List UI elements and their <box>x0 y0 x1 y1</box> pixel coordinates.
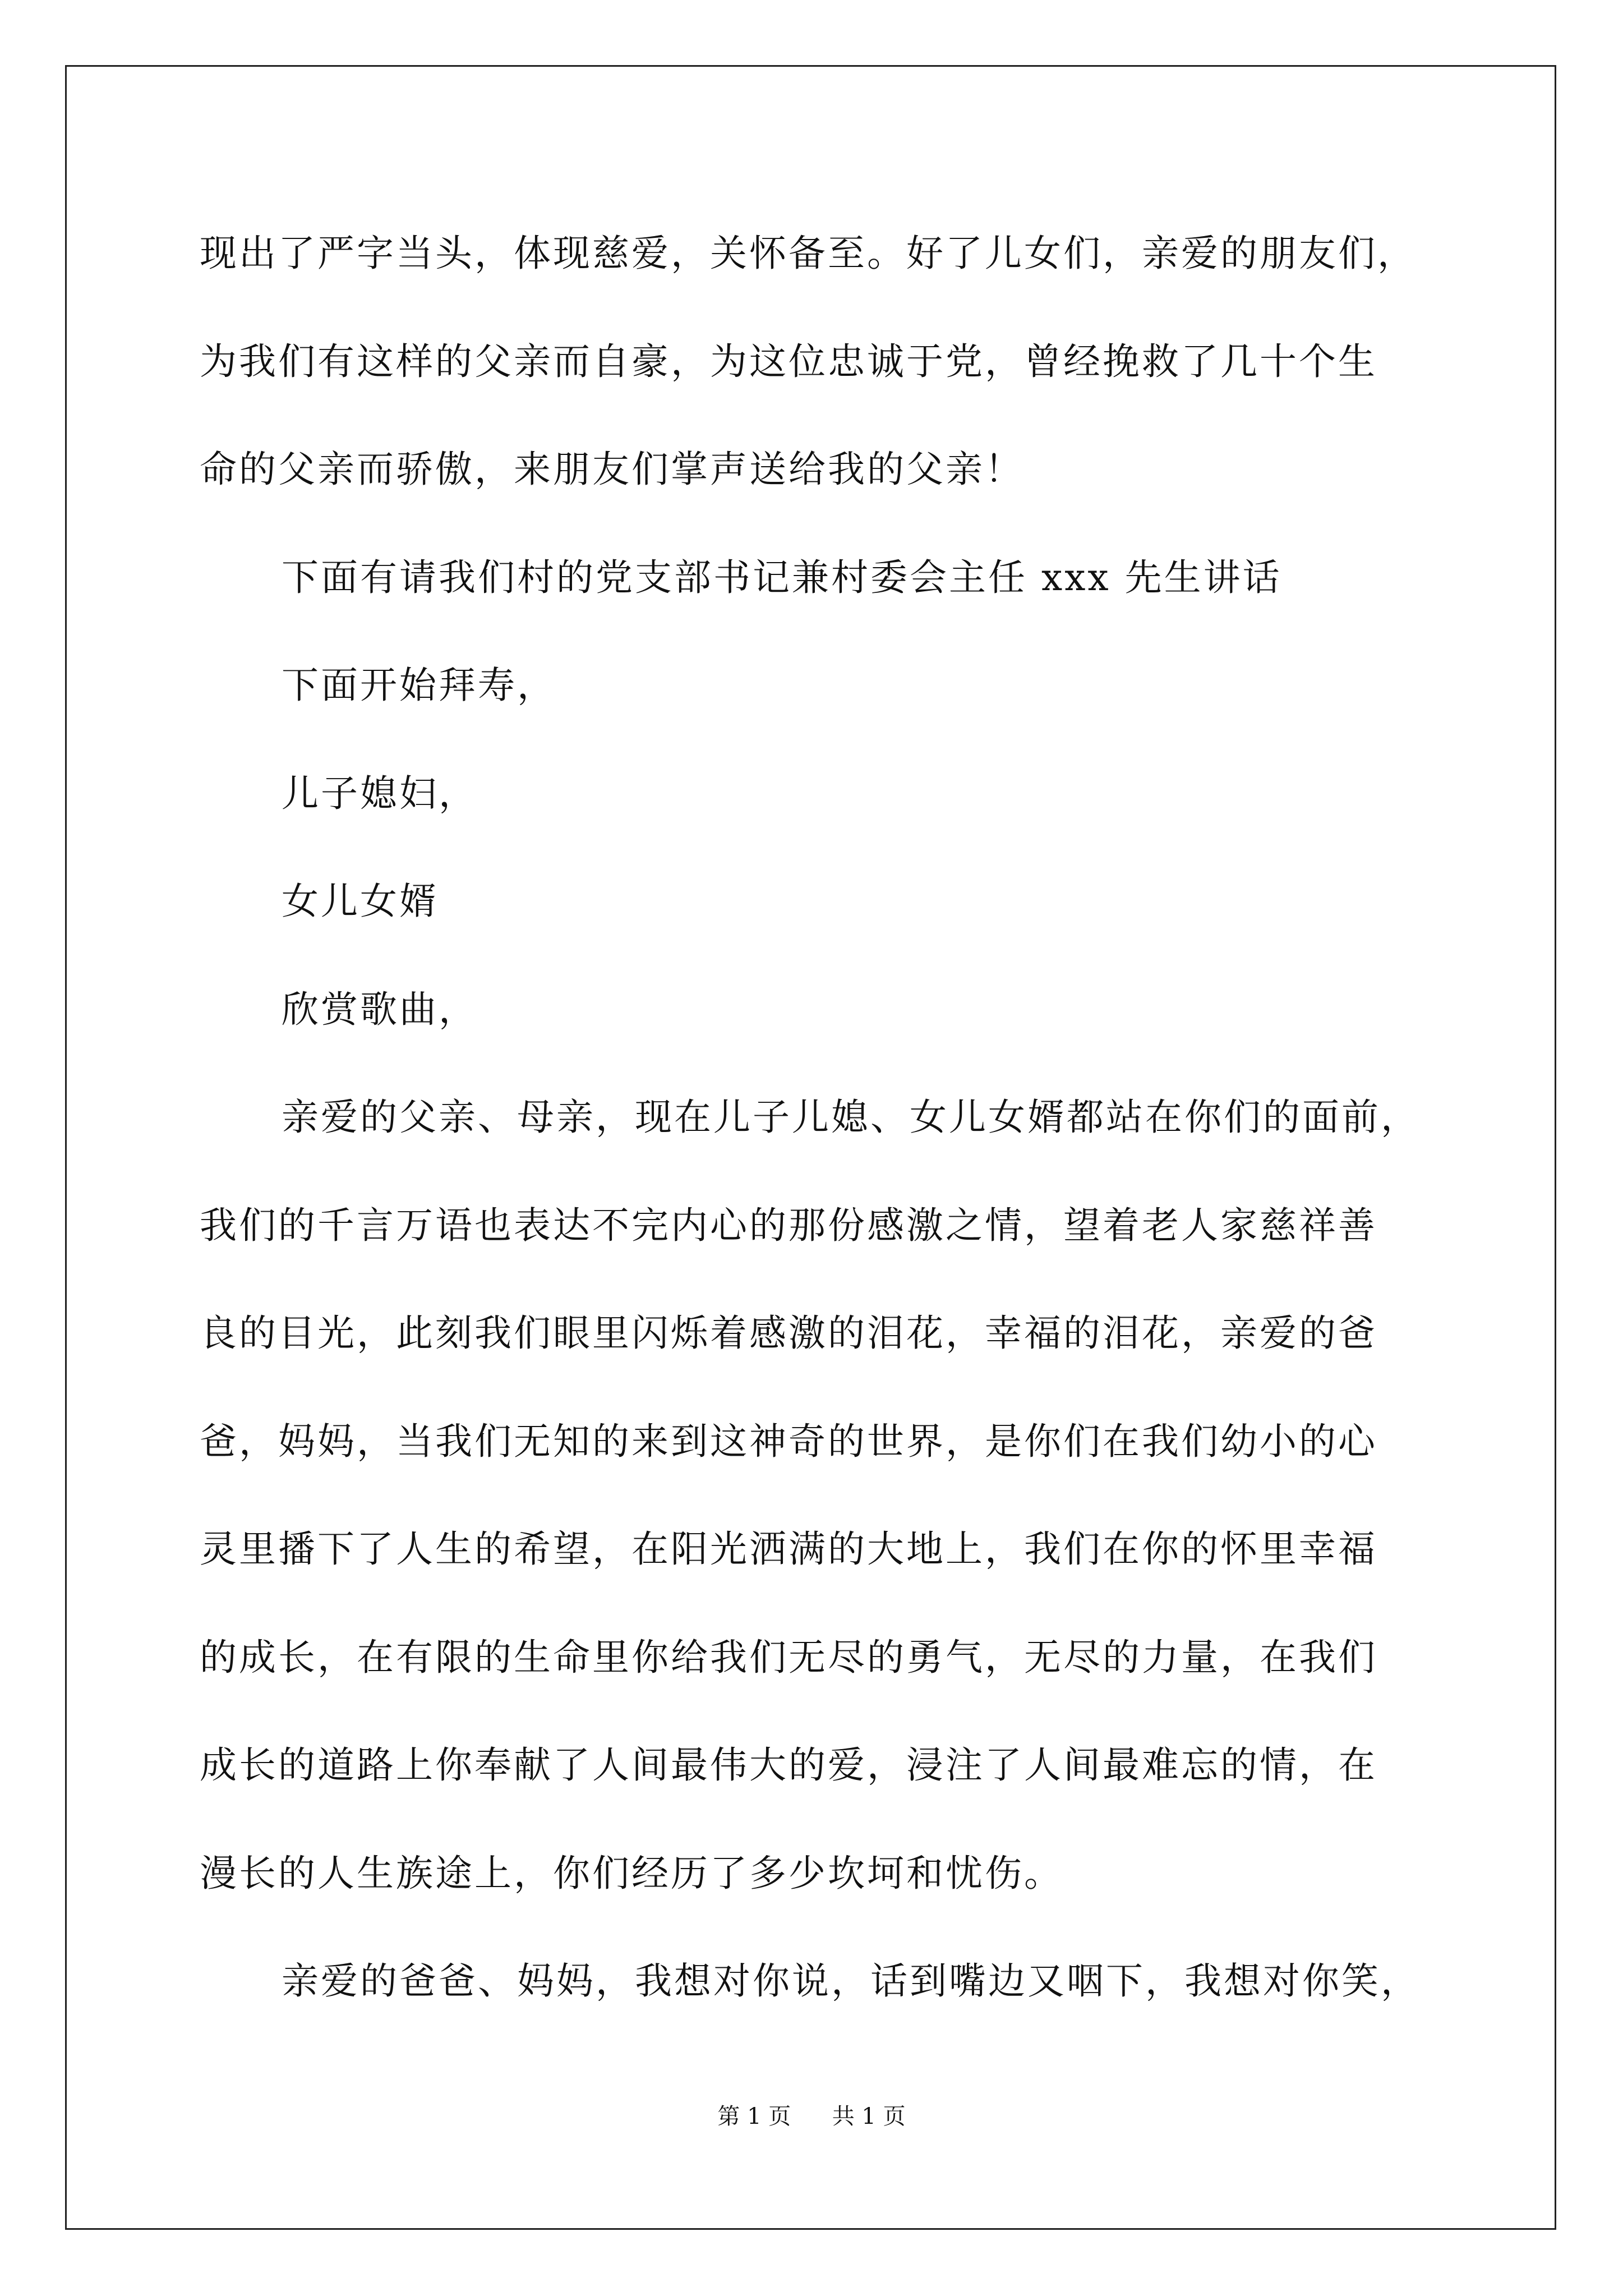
text-line: 的成长，在有限的生命里你给我们无尽的勇气，无尽的力量，在我们 <box>200 1635 1377 1679</box>
text-line: 成长的道路上你奉献了人间最伟大的爱，浸注了人间最难忘的情，在 <box>200 1743 1377 1787</box>
text-line: 我们的千言万语也表达不完内心的那份感激之情，望着老人家慈祥善 <box>200 1203 1377 1247</box>
paragraph-5 <box>200 848 1450 956</box>
text-line: 女儿女婿 <box>282 880 439 923</box>
text-line: 亲爱的父亲、母亲，现在儿子儿媳、女儿女婿都站在你们的面前， <box>282 1096 1420 1139</box>
text-line: 漫长的人生族途上，你们经历了多少坎坷和忧伤。 <box>200 1851 1063 1895</box>
paragraph-2 <box>200 524 1450 632</box>
paragraph-7 <box>200 1064 1450 1927</box>
text-line: 亲爱的爸爸、妈妈，我想对你说，话到嘴边又咽下，我想对你笑， <box>282 1959 1420 2003</box>
paragraph-4 <box>200 740 1450 848</box>
text-line: 良的目光，此刻我们眼里闪烁着感激的泪花，幸福的泪花，亲爱的爸 <box>200 1312 1377 1355</box>
text-line: 为我们有这样的父亲而自豪，为这位忠诚于党，曾经挽救了几十个生 <box>200 339 1377 383</box>
text-line: 命的父亲而骄傲，来朋友们掌声送给我的父亲！ <box>200 448 1024 491</box>
text-line: 儿子媳妇， <box>282 771 478 815</box>
paragraph-8 <box>200 1927 1450 2036</box>
text-line: 现出了严字当头，体现慈爱，关怀备至。好了儿女们，亲爱的朋友们， <box>200 232 1417 275</box>
document-body <box>200 200 1450 2036</box>
text-line: 欣赏歌曲， <box>282 987 478 1031</box>
page-total: 共 1 页 <box>832 2104 906 2129</box>
text-line: 下面开始拜寿， <box>282 664 556 707</box>
text-line: 下面有请我们村的党支部书记兼村委会主任 xxx 先生讲话 <box>282 555 1282 599</box>
paragraph-6 <box>200 956 1450 1064</box>
paragraph-1 <box>200 200 1450 524</box>
page-number: 第 1 页 <box>717 2104 791 2129</box>
text-line: 爸，妈妈，当我们无知的来到这神奇的世界，是你们在我们幼小的心 <box>200 1419 1377 1463</box>
paragraph-3 <box>200 632 1450 740</box>
text-line: 灵里播下了人生的希望，在阳光洒满的大地上，我们在你的怀里幸福 <box>200 1527 1377 1571</box>
page-footer <box>0 2101 1623 2132</box>
